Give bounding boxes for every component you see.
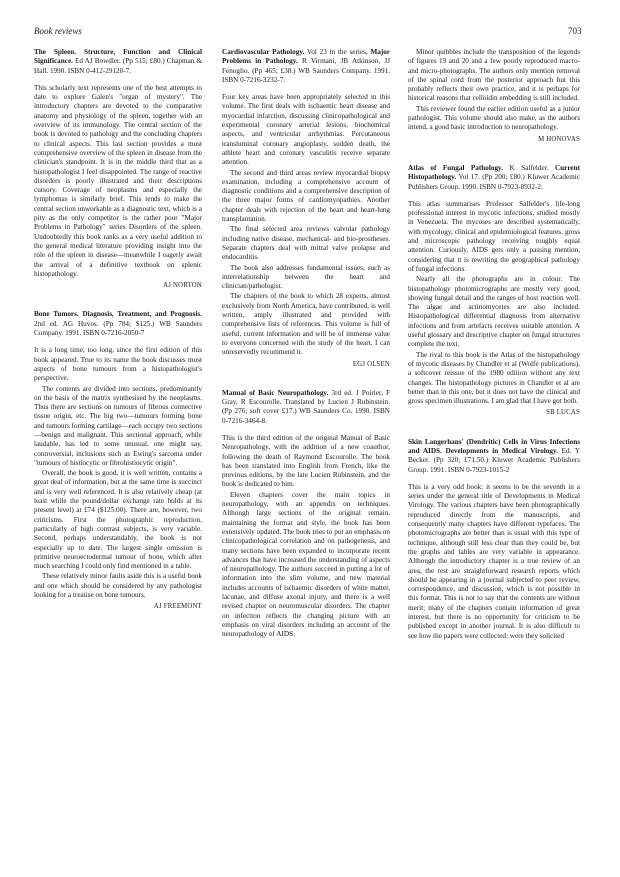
review-paragraph: The chapters of the book to which 28 experts, almost exclusively from North America, have contributed, is well written, amply illustrated and provided with comprehensive lists of references. This volume is full of useful, current information and will be of immense value to everyone concerned with the study of the heart. I can unreservedly recommend it.	[222, 292, 390, 357]
reviewer-name: AJ FREEMONT	[153, 603, 202, 611]
review-langerhans	[408, 438, 580, 641]
column-right	[408, 48, 580, 649]
column-left	[34, 48, 202, 620]
review-title: The Spleen. Structure, Function and Clinical Significance.	[34, 48, 202, 66]
review-paragraph: Eleven chapters cover the main topics in neuropathology, with an appendix on techniques. Although large sections of the original remain, maintaining the format and style, the book has been extensively updated. The book tries to put an emphasis on clinicopathological correlation and on pathogenesis, and many sections have been expanded to incorporate recent advances that have increased the understanding of aspects of neuropathology. The authors succeed in putting a lot of information into the slim volume, and new material includes accounts of ischaemic disorders of white matter, lacunae, and diffuse axonal injury, and there is a well revised chapter on neuromuscular disorders. The chapter on infection reflects the changing picture with an emphasis on viral disorders including an account of the neuropathology of AIDS.	[222, 490, 390, 639]
review-bone-tumors	[34, 310, 202, 611]
review-paragraph: These relatively minor faults aside this is a useful book and one which should be considered by any pathologist looking for a treatise on bone tumours.	[34, 572, 202, 600]
review-paragraph: The second and third areas review myocardial biopsy examination, including a comprehensive account of diagnostic conditions and a comprehensive description of the three major forms of cardiomyopathies. Another chapter deals with rejection of the heart and heart-lung transplantation.	[222, 168, 390, 224]
review-details: 2nd ed. AG Huvos. (Pp 784; $125.) WB Saunders Company. 1991. ISBN 0-7216-2050-7	[34, 319, 202, 338]
reviewer-name: AJ NORTON	[163, 282, 202, 290]
review-paragraph: The book also addresses fundamental issues, such as interrelationship between the heart and clinician/pathologist.	[222, 263, 390, 291]
review-cardiovascular	[222, 48, 390, 369]
review-fungal-pathology	[408, 164, 580, 418]
review-heading	[222, 48, 390, 85]
review-details: Ed. Y Becker. (Pp 320; £71.50.) Kluwer Academic Publishers Group. 1991. ISBN 0-7923-1015-2	[408, 446, 581, 474]
review-paragraph: Four key areas have been appropriately selected in this volume. The first deals with ischaemic heart disease and myocardial infarction, discussing clinicopathological and experimental coronary arterial lesions, biochemical aspects, and ventricular arrhythmias. Percutaneous transluminal coronary angioplasty, sudden death, the athlete heart and coronary vasculitis receive separate attention.	[222, 93, 390, 167]
review-paragraph: The contents are divided into sections, predominantly on the basis of the matrix synthesised by the neoplasms. Thus there are sections on tumours of fibrous connective tissue origin, etc. The big two—tumours forming bone and tumours forming cartilage—each occupy two sections—benign and malignant. This sectional approach, while laudable, has led to some unusual, one might say, controversial, inclusions such as Ewing's sarcoma under "tumours of histiocytic or fibrohistiocytic origin".	[34, 384, 202, 467]
review-heading	[408, 438, 580, 475]
review-details: 3rd ed. J Poirier, F Gray, R Escourolle. Translated by Lucien J Rubinstein. (Pp 276; soft cover £17.) WB Saunders Co. 1990. ISBN 0-7216-3464-8.	[222, 388, 391, 425]
review-heading	[34, 48, 202, 76]
reviewer-name: SB LUCAS	[546, 409, 580, 417]
review-title: Atlas of Fungal Pathology.	[408, 163, 504, 172]
review-paragraph: This scholarly text represents one of the best attempts to date to explore Galen's "organ of mystery". The introductory chapters are devoted to the comparative anatomy and physiology of the spleen, together with an overview of its immunology. The central section of the book is devoted to pathology and the concluding chapters to clinical aspects. This last section provides a most comprehensive overview of the spleen in disease from the clinician's standpoint. It is in the middle third that as a histopathologist I feel disappointed. The range of reactive disorders is poorly illustrated and their descriptions cursory. Coverage of neoplasms and especially the lymphomas is similarly brief. This tends to make the central section unworkable as a diagnostic text, which is a pity as the only competitor is the rather poor "Major Problems in Pathology" series Disorders of the spleen. Undoubtedly this book ranks as a very useful addition to the general medical literature providing insight into the role of the spleen in disease—meanwhile I eagerly await the arrival of a definitive textbook on splenic histopathology.	[34, 83, 202, 278]
review-series: Current Histopathology.	[408, 163, 581, 182]
review-neuropathology-continued	[408, 48, 580, 144]
review-paragraph: It is a long time, too long, since the first edition of this book appeared. True to its name the book discusses most aspects of bone tumours from a histopathologist's perspective.	[34, 346, 202, 383]
review-neuropathology	[222, 389, 390, 640]
review-paragraph: Minor quibbles include the transposition of the legends of figures 19 and 20 and a few poorly reproduced macro- and micro-photographs. The authors only mention removal of the spinal cord from the posterior approach but this probably reflects their own practice, and it is perhaps for historical reasons that celloidin embedding is still included.	[408, 48, 580, 103]
review-details: K Salfelder.	[509, 163, 549, 172]
review-details: Vol 23 in the series,	[306, 48, 368, 56]
review-paragraph: This atlas summarises Professor Salfelder's life-long professional interest in mycotic infections, studied mostly in Venezuela. The mycoses are described systematically, with mycology, clinical and epidemiological features, gross and microscopic pathology receiving roughly equal attention. Curiously, AIDS gets only a passing mention, considering that it is rewriting the geographical pathology of fungal infections.	[408, 199, 580, 273]
review-heading	[34, 310, 202, 338]
page-number: 703	[568, 26, 582, 36]
review-title: Skin Langerhans' (Dendritic) Cells in Virus Infections and AIDS.	[408, 437, 580, 455]
review-details: Vol 17. (Pp 200; £80.) Kluwer Academic Publishers Group. 1990. ISBN 0-7923-8932-2.	[408, 173, 580, 191]
reviewer-name: EGJ OLSEN	[352, 360, 390, 368]
review-title: Cardiovascular Pathology.	[222, 48, 305, 56]
review-title: Bone Tumors. Diagnosis, Treatment, and Prognosis.	[34, 310, 202, 319]
reviewer-name: M HONOVAS	[538, 135, 580, 143]
running-head: Book reviews	[34, 26, 82, 36]
review-paragraph: The rival to this book is the Atlas of the histopathology of mycotic diseases by Chandler et al (Wolfe publications), a softcover reissue of the 1980 edition without any text changes. The histopathology pictures in Chandler et al are better than in this one, but it does not have the clinical and gross specimen illustrations. I am glad that I have got both.	[408, 350, 580, 406]
column-middle	[222, 48, 390, 648]
review-series: Developments in Medical Virology.	[445, 446, 558, 455]
review-paragraph: Overall, the book is good, it is well written, contains a great deal of information, but at the same time is succinct and is very well referenced. It is also relatively cheap (at least while the pound/dollar exchange rate holds at its present level) at £74 ($125.00). There are, however, two criticisms. First the photographic reproduction, particularly of high contrast subjects, is very variable. Second, perhaps understandably, the book is not especially up to date. The largest single omission is primitive neuroectodermal tumour of bone, which after much searching I could only find mentioned in a table.	[34, 469, 202, 571]
review-paragraph: This is a very odd book: it seems to be the seventh in a series under the general title of Developments in Medical Virology. The various chapters have been photographically reproduced directly from the manuscripts, and consequently many chapters have different typefaces. The photomicrographs are better than is usual with this type of technique, although still less clear than they could be, but the graphs and tables are very variable in appearance. Although the introductory chapter is a true review of an area, the rest are straightforward research reports which should be appearing in a journal subjected to peer review, correspondence, and discussion, which is not possible in this format. This is not to say that the contents are without merit; many of the chapters contain information of great interest, but there is no opportunity for criticism to be published except in another journal. It is also difficult to see how the papers were collected: were they solicited	[408, 482, 580, 640]
review-details: R Virmani, JB Atkinson, JJ Fenoglio. (Pp 465; £38.) WB Saunders Company. 1991. ISBN 0-7216-3232-7.	[222, 57, 390, 84]
review-paragraph: This is the third edition of the original Manual of Basic Neuropathology, with the addition of a new coauthor, following the death of Raymond Escourolle. The book has been translated into English from French, like the previous editions, by the late Lucien Rubinstein, and the book is dedicated to him.	[222, 433, 390, 489]
review-title: Manual of Basic Neuropathology.	[222, 388, 329, 397]
review-paragraph: This reviewer found the earlier edition useful as a junior pathologist. This volume should also make, as the authors intend, a good basic introduction to neuropathology.	[408, 104, 580, 132]
review-paragraph: The final selected area reviews valvular pathology including native disease, mechanical- and bio-prostheses. Separate chapters deal with mitral valve prolapse and endocarditis.	[222, 225, 390, 262]
review-spleen	[34, 48, 202, 290]
review-paragraph: Nearly all the photographs are in colour. The histopathology photomicrographs are mostly very good, showing fungal detail and the ranges of host reaction well. The algae and actinomycetes are also included. Histopathological differential diagnosis from alternative infections and from artefacts receives suitable attention. A useful glossary and descriptive chapter on fungal structures complete the text.	[408, 275, 580, 349]
review-series: Major Problems in Pathology.	[222, 48, 390, 66]
review-heading	[222, 389, 390, 426]
review-heading	[408, 164, 580, 192]
review-details: Ed AJ Bowdler. (Pp 515; £80.) Chapman & Hall. 1990. ISBN 0-412-29120-7.	[34, 57, 202, 75]
